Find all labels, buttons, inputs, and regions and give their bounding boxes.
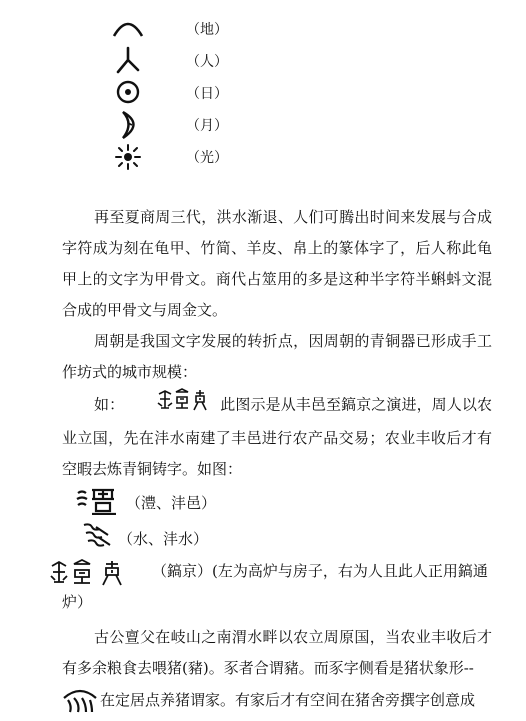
ancient-feng-glyph-icon [72,487,126,515]
glyph-gloss: （光） [186,150,228,166]
glyph-gloss: （水、沣水） [118,530,209,548]
ancient-jia-home-glyph-icon [60,684,100,714]
glyph-gloss: （人） [186,54,228,70]
ancient-moon-glyph-icon [108,110,148,140]
glyph-gloss: （月） [186,118,228,134]
paragraph-xia-shang-zhou: 再至夏商周三代，洪水渐退、人们可腾出时间来发展与合成字符成为刻在龟甲、竹简、羊皮、帛上的篆体字了，后人称此龟甲上的文字为甲骨文。商代占筮用的多是这种半字符半蝌蚪文混合成的甲骨文与周金文。 [62,208,492,319]
paragraph-feng-to-hao [62,388,492,485]
glyph-gloss: （地） [186,22,228,38]
glyph-row-sun [104,78,304,108]
glyph-gloss: （日） [186,86,228,102]
ancient-light-glyph-icon [108,142,148,172]
glyph-row-earth [104,14,304,44]
paragraph-zhou-turning-point: 周朝是我国文字发展的转折点，因周朝的青铜器已形成手工作坊式的城市规模： [62,332,492,381]
paragraph-prefix: 如： [94,395,125,414]
ancient-hao-jing-glyph-icon [48,558,138,588]
glyph-gloss: （鎬京）(左为高炉与房子，右为人且此人正用鎬通 [152,562,488,580]
glyph-row-person [104,46,304,76]
glyph-gloss: （澧、沣邑） [126,494,217,512]
paragraph-text: 在定居点养猪谓家。有家后才有空间在猪舍旁撰字创意成 [100,691,476,709]
paragraph-jia-home [60,684,500,714]
ancient-person-glyph-icon [108,46,148,74]
paragraph-gugong-danfu: 古公亶父在岐山之南渭水畔以农立周原国，当农业丰收后才有多余粮食去喂猪(豬)。豕者合谓豬。而豕字侧看是猪状象形-- [62,628,492,677]
glyph-gloss-continued: 炉） [62,593,93,611]
ancient-earth-glyph-icon [108,14,148,40]
paragraph-text: 此图示是从丰邑至鎬京之演进，周人以农业立国，先在沣水南建了丰邑进行农产品交易；农业丰收后才有空暇去炼青铜铸字。如图： [62,395,492,478]
glyph-row-light [104,142,304,172]
ancient-sun-glyph-icon [108,78,148,106]
glyph-row-moon [104,110,304,140]
hao-jing-glyph-icon [124,388,220,423]
